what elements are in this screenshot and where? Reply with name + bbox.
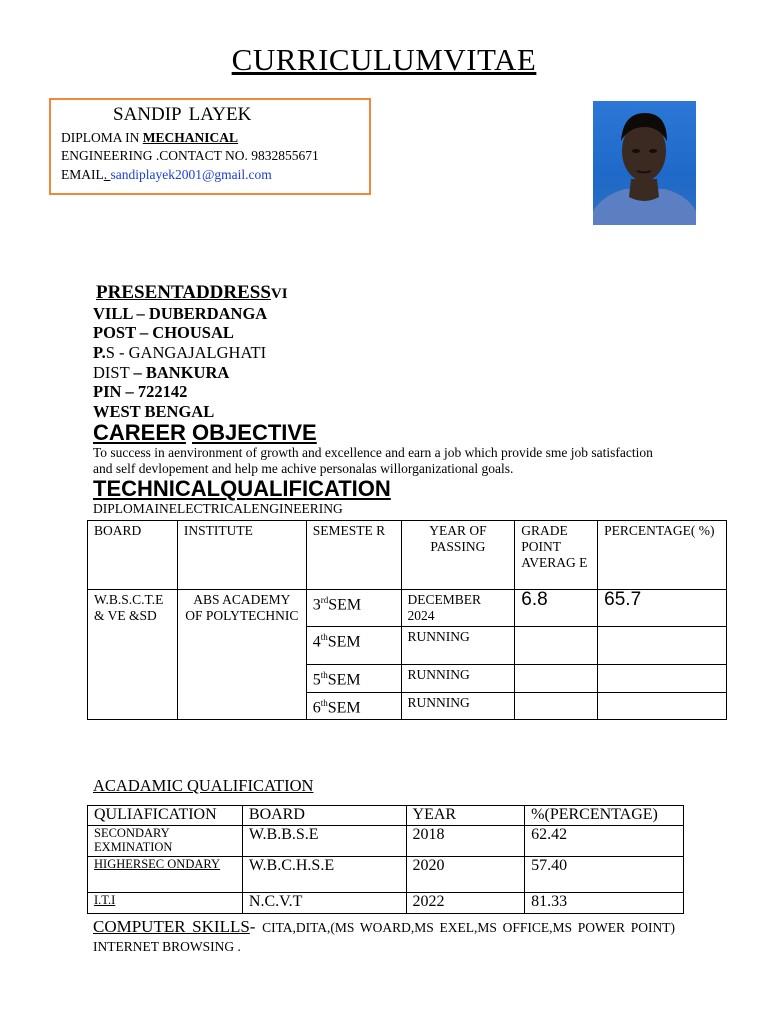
- percentage-cell: [598, 627, 727, 665]
- percentage-cell: [598, 693, 727, 720]
- col-header-year: YEAR OF PASSING: [401, 521, 515, 590]
- grade-cell: [515, 665, 598, 693]
- year-cell: RUNNING: [401, 693, 515, 720]
- diploma-subheading: DIPLOMAINELECTRICALENGINEERING: [93, 501, 343, 516]
- percentage-cell: 62.42: [525, 826, 684, 857]
- year-cell: DECEMBER 2024: [401, 590, 515, 627]
- address-post: POST – CHOUSAL: [93, 323, 234, 342]
- table-row: [88, 893, 684, 914]
- board-cell: W.B.C.H.S.E: [242, 857, 406, 893]
- col-header-institute: INSTITUTE: [177, 521, 306, 590]
- address-police-station: P.S - GANGAJALGHATI: [93, 343, 267, 362]
- address-pin: PIN – 722142: [93, 382, 188, 401]
- col-header-qualification: QULIAFICATION: [88, 806, 243, 826]
- col-header-percentage: PERCENTAGE( %): [598, 521, 727, 590]
- semester-cell: 6thSEM: [306, 693, 401, 720]
- address-village: VILL – DUBERDANGA: [93, 304, 268, 323]
- header-box: [49, 98, 371, 195]
- col-header-semester: SEMESTE R: [306, 521, 401, 590]
- page-title: CURRICULUMVITAE: [231, 42, 537, 77]
- year-cell: 2018: [406, 826, 525, 857]
- semester-cell: 5thSEM: [306, 665, 401, 693]
- qualification-cell: I.T.I: [88, 893, 243, 914]
- board-cell: W.B.B.S.E: [242, 826, 406, 857]
- board-cell: N.C.V.T: [242, 893, 406, 914]
- computer-skills-label: COMPUTER SKILLS: [93, 917, 250, 936]
- table-row: [88, 590, 727, 627]
- semester-cell: 4thSEM: [306, 627, 401, 665]
- qualification-cell: SECONDARY EXMINATION: [88, 826, 243, 857]
- qualification-cell: HIGHERSEC ONDARY: [88, 857, 243, 893]
- semester-cell: 3rdSEM: [306, 590, 401, 627]
- grade-cell: [515, 693, 598, 720]
- table-header-row: [88, 806, 684, 826]
- percentage-cell: 65.7: [598, 590, 727, 627]
- address-heading: PRESENTADDRESSVI: [96, 282, 288, 303]
- career-objective-text: To success in aenvironment of growth and excellence and earn a job which provide sme job satisfaction and self devlopement and help me achive personalas willorganizational goals.: [93, 445, 653, 476]
- percentage-cell: 57.40: [525, 857, 684, 893]
- institute-cell: ABS ACADEMY OF POLYTECHNIC: [177, 590, 306, 720]
- address-district: DIST – BANKURA: [93, 363, 230, 382]
- col-header-percentage: %(PERCENTAGE): [525, 806, 684, 826]
- academic-qualification-heading: ACADAMIC QUALIFICATION: [93, 776, 314, 795]
- address-state: WEST BENGAL: [93, 402, 215, 421]
- contact-line: ENGINEERING .CONTACT NO. 9832855671: [61, 148, 319, 163]
- col-header-year: YEAR: [406, 806, 525, 826]
- col-header-board: BOARD: [88, 521, 178, 590]
- academic-qualification-table: [87, 805, 684, 914]
- table-header-row: [88, 521, 727, 590]
- table-row: [88, 857, 684, 893]
- qualification-line: DIPLOMA IN MECHANICAL: [61, 130, 239, 145]
- board-cell: W.B.S.C.T.E & VE &SD: [88, 590, 178, 720]
- candidate-name: SANDIP LAYEK: [113, 104, 252, 125]
- percentage-cell: 81.33: [525, 893, 684, 914]
- table-row: [88, 826, 684, 857]
- technical-qualification-heading: TECHNICALQUALIFICATION: [93, 476, 391, 501]
- col-header-grade: GRADE POINT AVERAG E: [515, 521, 598, 590]
- year-cell: 2020: [406, 857, 525, 893]
- computer-skills: COMPUTER SKILLS- CITA,DITA,(MS WOARD,MS EXEL,MS OFFICE,MS POWER POINT) INTERNET BROWSING .: [93, 917, 675, 954]
- year-cell: RUNNING: [401, 665, 515, 693]
- email-link[interactable]: sandiplayek2001@gmail.com: [110, 167, 272, 182]
- technical-qualification-table: [87, 520, 727, 720]
- computer-skills-text: CITA,DITA,(MS WOARD,MS EXEL,MS OFFICE,MS POWER POINT) INTERNET BROWSING .: [93, 920, 675, 954]
- col-header-board: BOARD: [242, 806, 406, 826]
- grade-cell: [515, 627, 598, 665]
- percentage-cell: [598, 665, 727, 693]
- year-cell: RUNNING: [401, 627, 515, 665]
- grade-cell: 6.8: [515, 590, 598, 627]
- career-objective-heading: CAREER OBJECTIVE: [93, 420, 317, 445]
- profile-photo: [593, 101, 696, 225]
- branch-label: MECHANICAL: [142, 130, 239, 145]
- year-cell: 2022: [406, 893, 525, 914]
- email-line: EMAIL. sandiplayek2001@gmail.com: [61, 167, 272, 182]
